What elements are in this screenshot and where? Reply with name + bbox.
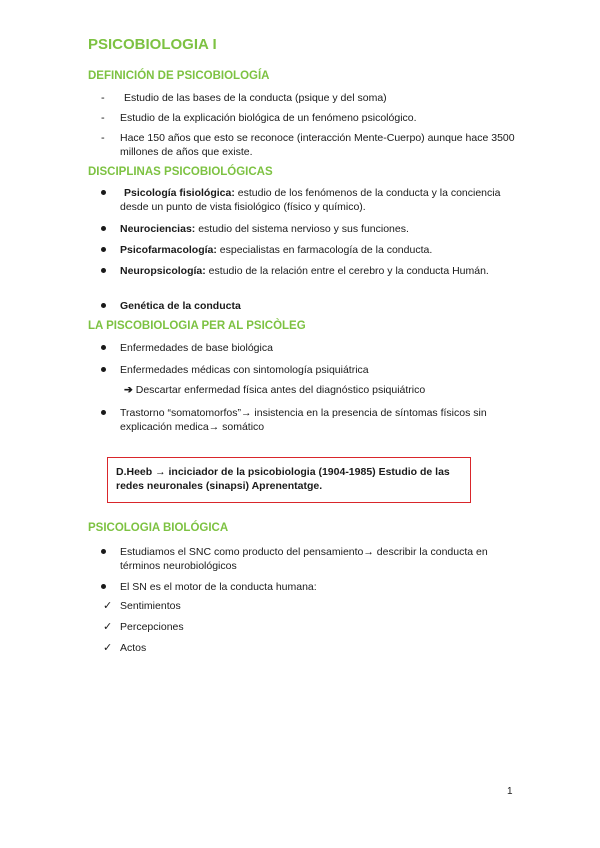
bullet-icon [101, 268, 106, 273]
check-item: Sentimientos [120, 600, 181, 612]
term: Neurociencias: [120, 223, 196, 235]
dash-marker: - [101, 112, 105, 124]
list-item [120, 264, 500, 278]
arrow-list-item [124, 383, 425, 397]
dash-marker: - [101, 132, 105, 144]
list-item: Enfermedades de base biológica [120, 342, 273, 354]
arrow-right-icon: ➔ [124, 384, 133, 396]
term: Neuropsicología: [120, 265, 206, 277]
definition: especialistas en farmacología de la conducta. [216, 244, 433, 256]
term: Psicología fisiológica: [124, 187, 235, 199]
list-item: Estudiamos el SNC como producto del pensamiento→ describir la conducta en términos neurobiológicos [120, 546, 488, 572]
bullet-icon [101, 345, 106, 350]
check-item: Percepciones [120, 621, 184, 633]
checkmark-icon: ✓ [103, 642, 113, 654]
term: Psicofarmacología: [120, 244, 217, 256]
document-title: PSICOBIOLOGIA I [88, 36, 217, 53]
dash-marker: - [101, 92, 105, 104]
bullet-icon [101, 226, 106, 231]
list-item [120, 186, 520, 214]
arrow-item-text: Descartar enfermedad física antes del diagnóstico psiquiátrico [135, 384, 426, 396]
list-item: Estudio de las bases de la conducta (psique y del soma) [124, 92, 387, 104]
list-item: Enfermedades médicas con sintomología psiquiátrica [120, 364, 369, 376]
term: Genética de la conducta [120, 300, 241, 312]
list-item [120, 222, 520, 236]
bullet-icon [101, 303, 106, 308]
list-item: Estudio de la explicación biológica de un fenómeno psicológico. [120, 112, 417, 124]
section-heading-psicologia-biologica: PSICOLOGIA BIOLÓGICA [88, 522, 229, 534]
bullet-icon [101, 549, 106, 554]
list-item [120, 299, 520, 313]
definition: estudio de la relación entre el cerebro y la conducta Humán. [205, 265, 489, 277]
checkmark-icon: ✓ [103, 621, 113, 633]
list-item [120, 243, 520, 257]
checkmark-icon: ✓ [103, 600, 113, 612]
section-heading-disciplinas: DISCIPLINAS PSICOBIOLÓGICAS [88, 166, 273, 178]
section-heading-psicoleg: LA PISCOBIOLOGIA PER AL PSICÒLEG [88, 320, 306, 332]
list-item: El SN es el motor de la conducta humana: [120, 581, 317, 593]
list-item: Trastorno “somatomorfos”→ insistencia en la presencia de síntomas físicos sin explicación medica→ somático [120, 407, 487, 433]
bullet-icon [101, 247, 106, 252]
definition: estudio de los fenómenos de la conducta y la conciencia desde un punto de vista fisiológico (físico y químico). [120, 187, 501, 213]
check-item: Actos [120, 642, 147, 654]
bullet-icon [101, 410, 106, 415]
bullet-icon [101, 584, 106, 589]
definition: estudio del sistema nervioso y sus funciones. [195, 223, 409, 235]
list-item: Hace 150 años que esto se reconoce (interacción Mente-Cuerpo) aunque hace 3500 millones de años que existe. [120, 132, 515, 158]
callout-text: D.Heeb → inciciador de la psicobiologia (1904-1985) Estudio de las redes neuronales (sinapsi) Aprenentatge. [116, 466, 450, 492]
bullet-icon [101, 190, 106, 195]
section-heading-definicion: DEFINICIÓN DE PSICOBIOLOGÍA [88, 70, 270, 82]
page-number: 1 [507, 786, 513, 797]
callout-box [107, 457, 471, 503]
bullet-icon [101, 367, 106, 372]
